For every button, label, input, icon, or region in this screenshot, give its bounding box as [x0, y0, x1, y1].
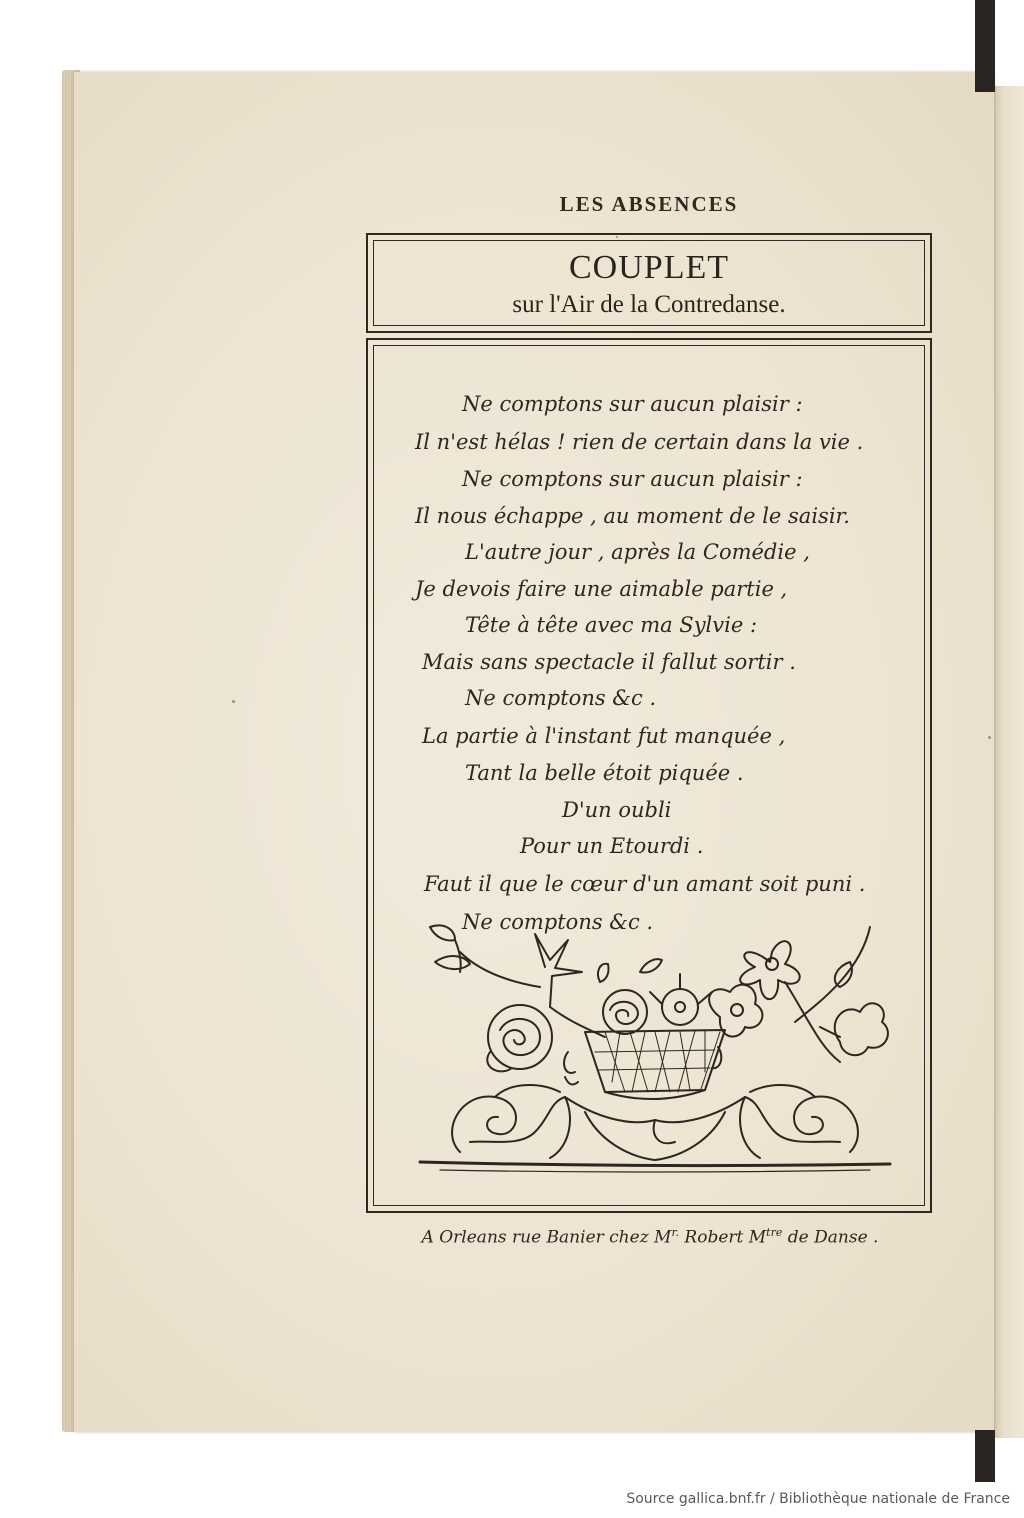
verse-line: Il n'est hélas ! rien de certain dans la vie .: [415, 430, 864, 454]
running-head: LES ABSENCES: [559, 192, 739, 216]
verse-line: Ne comptons sur aucun plaisir :: [462, 467, 803, 491]
verse-line: Ne comptons &c .: [465, 686, 657, 710]
verse-line: Ne comptons &c .: [462, 910, 654, 934]
imprint-middle: Robert M: [679, 1227, 767, 1248]
imprint-prefix: A Orleans rue Banier chez M: [421, 1227, 672, 1248]
paper-speck: [988, 736, 991, 739]
verse-line: Tête à tête avec ma Sylvie :: [465, 613, 758, 637]
paper-speck: [232, 700, 235, 703]
imprint-line: [370, 1226, 930, 1248]
verse-line: D'un oubli: [562, 798, 672, 822]
bookmark-ribbon-top: [975, 0, 995, 92]
verse-line: Ne comptons sur aucun plaisir :: [462, 392, 803, 416]
bookmark-ribbon-bottom: [975, 1430, 995, 1482]
flower-basket-icon: [400, 912, 910, 1177]
verse-line: L'autre jour , après la Comédie ,: [465, 540, 810, 564]
verse-line: Faut il que le cœur d'un amant soit puni .: [424, 872, 866, 896]
page-subtitle: sur l'Air de la Contredanse.: [512, 291, 786, 318]
verse-line: Mais sans spectacle il fallut sortir .: [422, 650, 796, 674]
imprint-sup-2: tre: [766, 1226, 783, 1239]
verse-line: Je devois faire une aimable partie ,: [415, 577, 788, 601]
imprint-sup-1: r.: [671, 1226, 680, 1239]
source-credit: Source gallica.bnf.fr / Bibliothèque nationale de France: [626, 1491, 1010, 1507]
verse-line: La partie à l'instant fut manquée ,: [422, 724, 786, 748]
imprint-suffix: de Danse .: [782, 1227, 879, 1248]
book-gutter: [990, 86, 1024, 1438]
page-title: COUPLET: [569, 249, 729, 286]
title-frame: [366, 233, 932, 333]
verse-line: Il nous échappe , au moment de le saisir.: [415, 504, 850, 528]
verse-line: Pour un Etourdi .: [520, 834, 704, 858]
verse-line: Tant la belle étoit piquée .: [465, 761, 744, 785]
